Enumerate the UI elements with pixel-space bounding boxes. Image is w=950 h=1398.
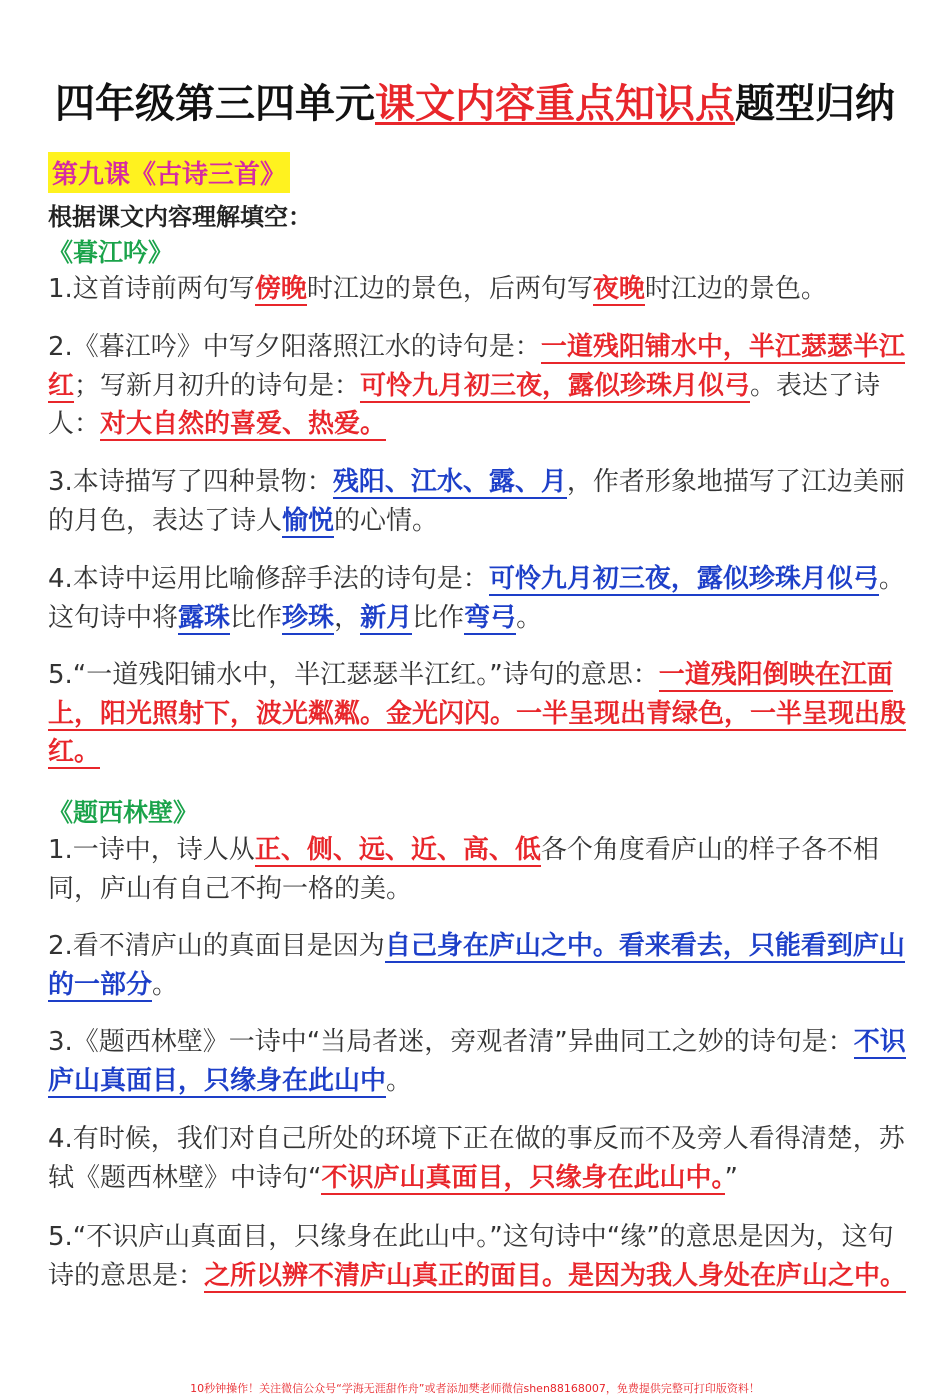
question-text: 1.一诗中，诗人从	[48, 835, 255, 865]
answer-blue: 愉悦	[282, 505, 335, 536]
page-title	[0, 72, 950, 129]
poem1-item-5	[48, 656, 910, 772]
answer-red: 对大自然的喜爱、热爱。	[100, 409, 387, 439]
question-text: 4.本诗中运用比喻修辞手法的诗句是：	[48, 564, 489, 594]
poem2-item-2	[48, 927, 910, 1004]
poem-title-tixilinbi: 《题西林壁》	[48, 798, 199, 827]
answer-red: 夜晚	[592, 274, 645, 304]
question-text: 。表达了诗人：	[48, 370, 881, 439]
question-text: ，	[334, 602, 361, 633]
question-text: 。	[386, 1065, 413, 1096]
question-text: 3.《题西林壁》一诗中“当局者迷，旁观者清”异曲同工之妙的诗句是：	[48, 1027, 854, 1057]
answer-blue: 弯弓	[464, 602, 517, 633]
answer-red: 正、侧、远、近、高、低	[254, 835, 541, 865]
answer-blue: 不识庐山真面目，只缘身在此山中	[48, 1027, 906, 1096]
answer-red: 一道残阳铺水中，半江瑟瑟半江红	[48, 332, 905, 401]
answer-red: 不识庐山真面目，只缘身在此山中。	[321, 1162, 725, 1193]
poem2-item-4	[48, 1120, 910, 1197]
question-text: 5.“一道残阳铺水中，半江瑟瑟半江红。”诗句的意思：	[48, 660, 659, 690]
question-text: 5.“不识庐山真面目，只缘身在此山中。”这句诗中“缘”的意思是因为，这句诗的意思是：	[48, 1222, 894, 1291]
footer-note: 10秒钟操作！关注微信公众号“学海无涯甜作舟”或者添加樊老师微信shen88168007，免费提供完整可打印版资料！	[190, 1382, 760, 1395]
question-text: 的心情。	[334, 505, 439, 536]
poem1-item-4	[48, 560, 910, 637]
poem2-item-3	[48, 1023, 910, 1100]
question-text: 比作	[230, 602, 283, 633]
answer-blue: 珍珠	[282, 602, 335, 633]
answer-blue: 自己身在庐山之中。看来看去，只能看到庐山的一部分	[48, 931, 905, 1000]
question-text: 2.《暮江吟》中写夕阳落照江水的诗句是：	[48, 332, 541, 362]
question-text: 。这句诗中将	[48, 564, 905, 633]
poem2-item-5	[48, 1218, 910, 1295]
question-text: 各个角度看庐山的样子各不相同，庐山有自己不拘一格的美。	[48, 835, 879, 904]
question-text: 3.本诗描写了四种景物：	[48, 467, 333, 497]
answer-blue: 新月	[360, 602, 413, 633]
answer-blue: 可怜九月初三夜，露似珍珠月似弓	[488, 564, 879, 594]
question-text: 。	[152, 969, 179, 1000]
question-text: 比作	[412, 602, 465, 633]
lesson-label: 第九课《古诗三首》	[48, 152, 290, 193]
question-text: 。	[516, 602, 543, 633]
title-highlight: 课文内容重点知识点	[375, 81, 735, 127]
section-heading: 根据课文内容理解填空：	[48, 203, 312, 231]
question-text: 1.这首诗前两句写	[48, 274, 255, 304]
answer-blue: 残阳、江水、露、月	[332, 467, 567, 497]
answer-red: 可怜九月初三夜，露似珍珠月似弓	[360, 370, 751, 401]
poem1-item-2	[48, 328, 910, 444]
answer-red: 傍晚	[254, 274, 307, 304]
question-text: 4.有时候，我们对自己所处的环境下正在做的事反而不及旁人看得清楚，苏轼《题西林壁》中诗句“	[48, 1124, 905, 1193]
poem1-item-3	[48, 463, 910, 540]
question-text: 2.看不清庐山的真面目是因为	[48, 931, 385, 961]
answer-red: 之所以辨不清庐山真正的面目。是因为我人身处在庐山之中。	[204, 1260, 907, 1291]
poem1-item-1	[48, 270, 910, 309]
poem2-item-1	[48, 831, 910, 908]
question-text: 时江边的景色。	[644, 274, 827, 304]
question-text: 时江边的景色，后两句写	[306, 274, 593, 304]
title-prefix: 四年级第三四单元	[55, 81, 375, 127]
title-suffix: 题型归纳	[735, 81, 895, 127]
answer-blue: 露珠	[178, 602, 231, 633]
question-text: ，作者形象地描写了江边美丽的月色，表达了诗人	[48, 467, 905, 536]
answer-red: 一道残阳倒映在江面上，阳光照射下，波光粼粼。金光闪闪。一半呈现出青绿色，一半呈现出殷红。	[48, 660, 907, 767]
poem-title-mujiangyin: 《暮江吟》	[48, 238, 174, 267]
question-text: ”	[724, 1162, 738, 1193]
question-text: ；写新月初升的诗句是：	[74, 370, 361, 401]
